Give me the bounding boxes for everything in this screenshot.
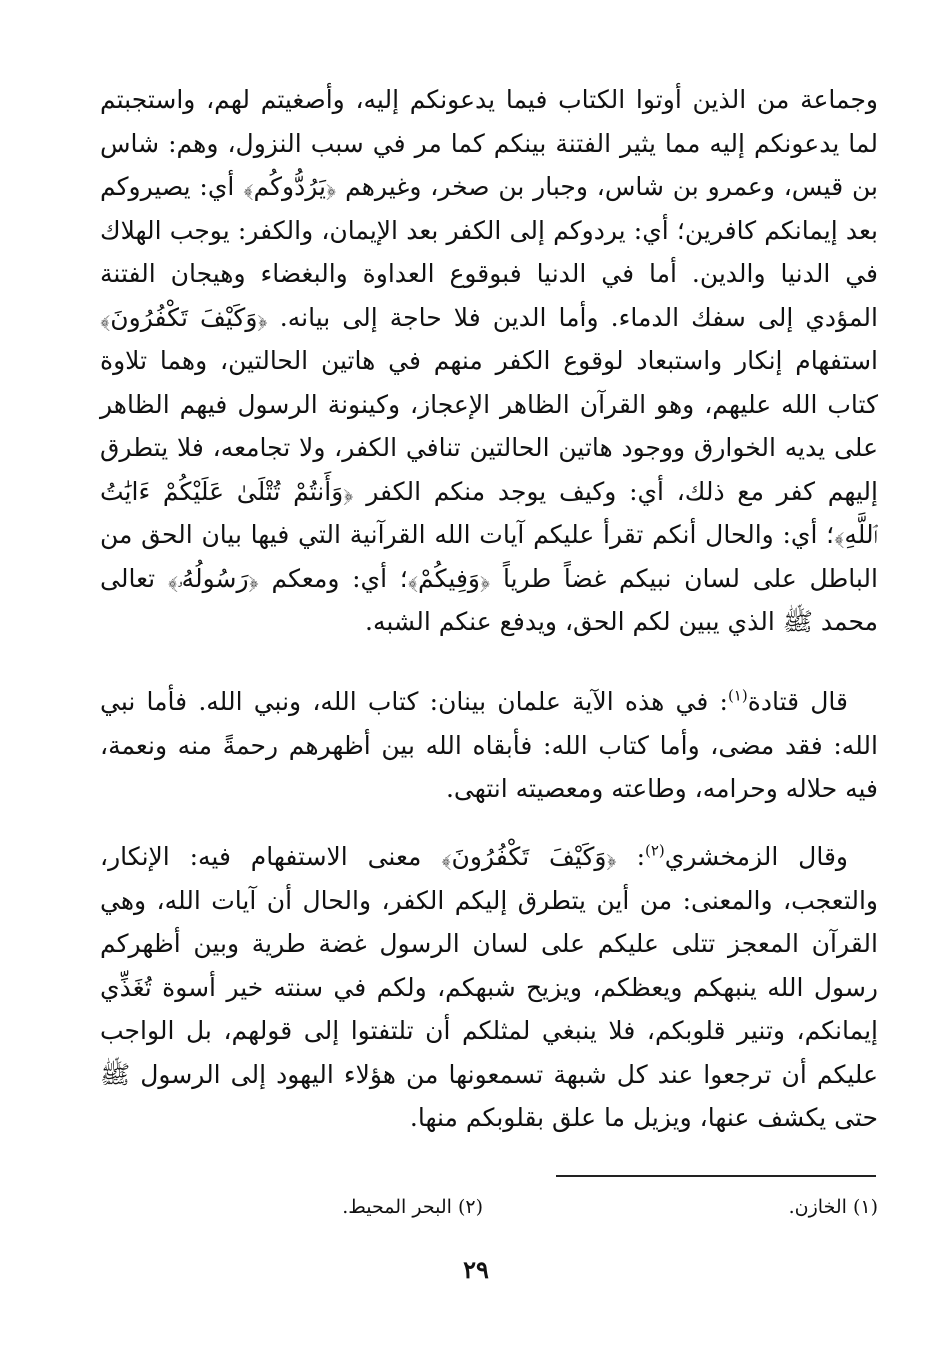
body-paragraph-2 bbox=[100, 680, 878, 811]
paragraph-text bbox=[100, 835, 878, 1140]
page-number: ٢٩ bbox=[463, 1255, 489, 1284]
paragraph-lead: وقال الزمخشري bbox=[664, 842, 848, 871]
paragraph-text: وجماعة من الذين أوتوا الكتاب فيما يدعونكم إليه، وأصغيتم لهم، واستجبتم لما يدعونكم إليه مما يثير الفتنة بينكم كما مر في سبب النزول، وهم: شاس بن قيس، وعمرو بن شاس، وجبار بن صخر، وغيرهم ﴿يَرُدُّوكُم﴾ أي: يصيروكم بعد إيمانكم كافرين؛ أي: يردوكم إلى الكفر بعد الإيمان، والكفر: يوجب الهلاك في الدنيا والدين. أما في الدنيا فبوقوع العداوة والبغضاء وهيجان الفتنة المؤدي إلى سفك الدماء. وأما الدين فلا حاجة إلى بيانه. ﴿وَكَيْفَ تَكْفُرُونَ﴾ استفهام إنكار واستبعاد لوقوع الكفر منهم في هاتين الحالتين، وهما تلاوة كتاب الله عليهم، وهو القرآن الظاهر الإعجاز، وكينونة الرسول فيهم الظاهر على يديه الخوارق ووجود هاتين الحالتين تنافي الكفر، ولا تجامعه، فلا يتطرق إليهم كفر مع ذلك، أي: وكيف يوجد منكم الكفر ﴿وَأَنتُمْ تُتْلَىٰ عَلَيْكُمْ ءَايَٰتُ ٱللَّهِ﴾؛ أي: والحال أنكم تقرأ عليكم آيات الله القرآنية التي فيها بيان الحق من الباطل على لسان نبيكم غضاً طرياً ﴿وَفِيكُمْ﴾؛ أي: ومعكم ﴿رَسُولُهُۥ﴾ تعالى محمد ﷺ الذي يبين لكم الحق، ويدفع عنكم الشبه. bbox=[100, 85, 878, 636]
paragraph-text bbox=[100, 680, 878, 811]
body-paragraph-3 bbox=[100, 835, 878, 1140]
footnote-2: (٢) البحر المحيط. bbox=[342, 1196, 483, 1218]
paragraph-rest: : ﴿وَكَيْفَ تَكْفُرُونَ﴾ معنى الاستفهام فيه: الإنكار، والتعجب، والمعنى: من أين يتطرق إليكم الكفر، والحال أن آيات الله، وهي القرآن المعجز تتلى عليكم على لسان الرسول غضة طرية وبين أظهركم رسول الله ينبهكم ويعظكم، ويزيح شبهكم، ولكم في سنته خير أسوة تُغَذِّي إيمانكم، وتنير قلوبكم، فلا ينبغي لمثلكم أن تلتفتوا إلى قولهم، بل الواجب عليكم أن ترجعوا عند كل شبهة تسمعونها من هؤلاء اليهود إلى الرسول ﷺ حتى يكشف عنها، ويزيل ما علق بقلوبكم منها. bbox=[100, 842, 878, 1132]
body-paragraph-1 bbox=[100, 78, 878, 644]
footnote-1: (١) الخازن. bbox=[788, 1196, 878, 1218]
footnote-ref-2[interactable]: (٢) bbox=[645, 841, 665, 860]
paragraph-lead: قال قتادة bbox=[747, 687, 848, 716]
footnote-divider bbox=[556, 1175, 876, 1177]
paragraph-rest: : في هذه الآية علمان بينان: كتاب الله، ونبي الله. فأما نبي الله: فقد مضى، وأما كتاب الله: فأبقاه الله بين أظهرهم رحمةً منه ونعمة، فيه حلاله وحرامه، وطاعته ومعصيته انتهى. bbox=[100, 687, 878, 803]
footnote-ref-1[interactable]: (١) bbox=[727, 686, 748, 705]
